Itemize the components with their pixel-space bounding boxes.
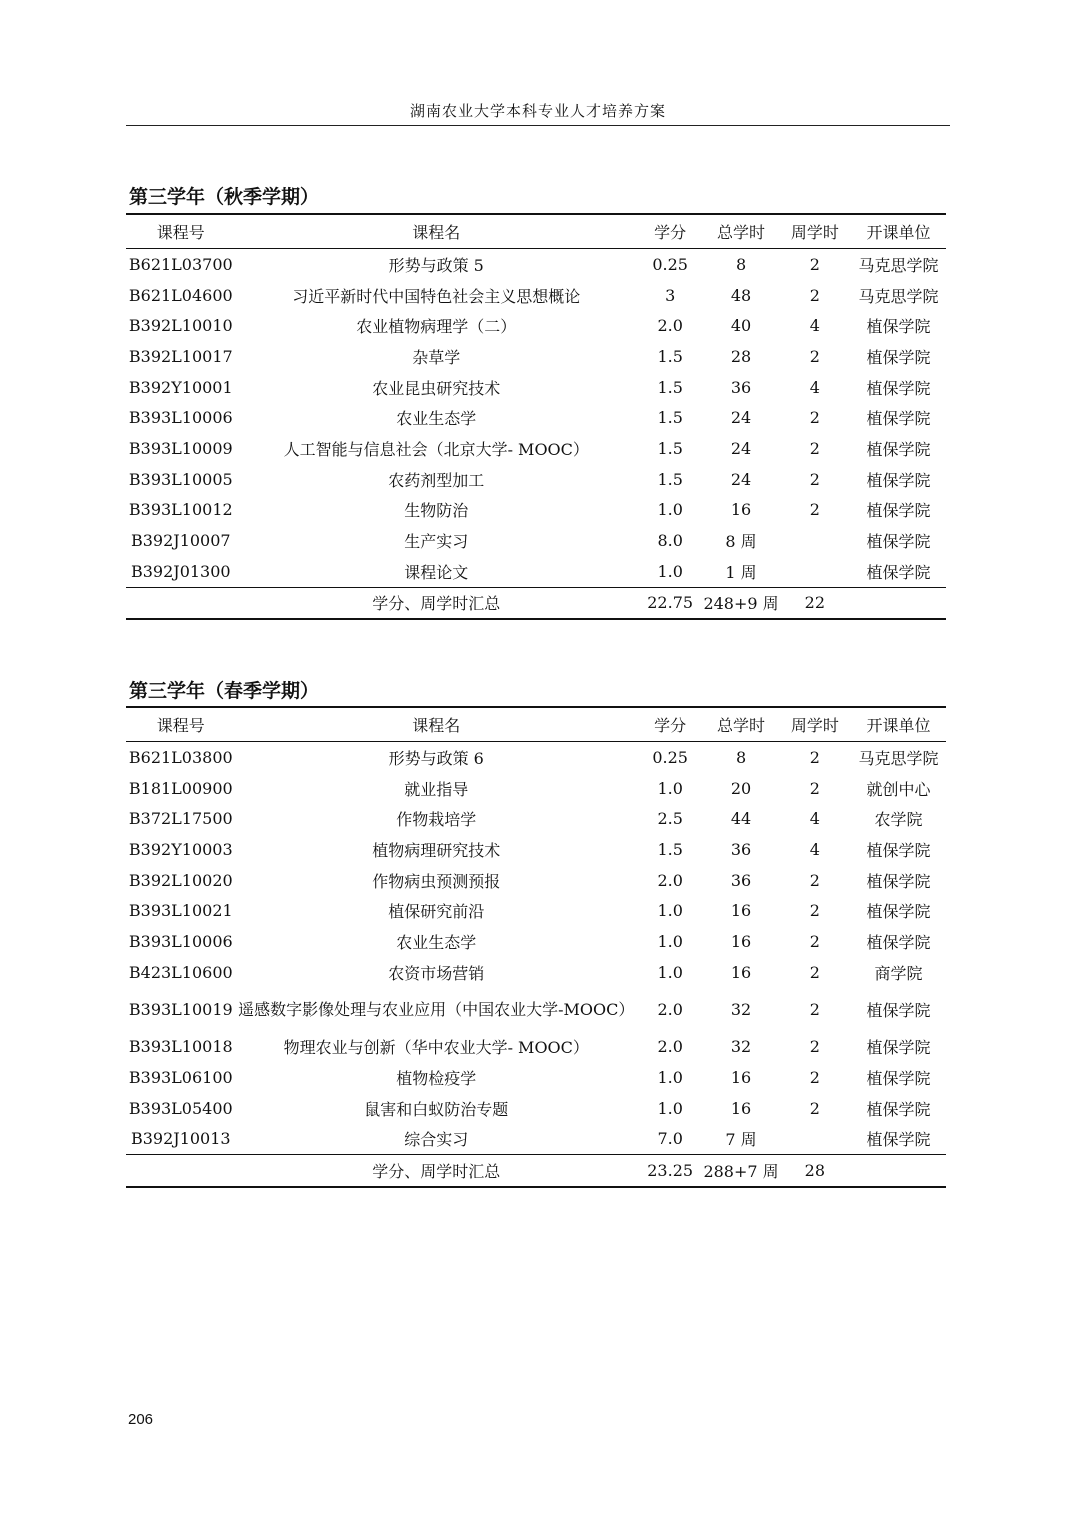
total-empty-cell — [851, 587, 946, 619]
unit-cell: 植保学院 — [866, 902, 931, 922]
course-name-cell: 农药剂型加工 — [388, 470, 485, 490]
weekly-hours-cell: 2 — [809, 1037, 820, 1057]
total-spacer-cell — [126, 1155, 236, 1187]
course-name-cell: 物理农业与创新（华中农业大学- MOOC） — [283, 1038, 589, 1058]
credit-cell: 2.0 — [657, 870, 683, 890]
total-hours-cell: 48 — [730, 285, 752, 305]
credit-cell: 1.0 — [657, 901, 683, 921]
page-number: 206 — [128, 1411, 154, 1428]
table-row — [126, 249, 946, 280]
unit-cell: 马克思学院 — [858, 255, 939, 275]
credit-cell: 1.5 — [657, 346, 683, 366]
credit-cell: 1.0 — [657, 500, 683, 520]
weekly-hours-cell: 2 — [809, 285, 820, 305]
weekly-hours-cell — [779, 556, 851, 587]
credit-cell: 1.5 — [657, 438, 683, 458]
table-row — [126, 865, 946, 896]
total-hours-cell: 20 — [730, 778, 752, 798]
section-title-autumn: 第三学年（秋季学期） — [129, 186, 320, 208]
total-hours-cell: 24 — [730, 408, 752, 428]
weekly-hours-cell: 2 — [809, 962, 820, 982]
table-row — [126, 310, 946, 341]
unit-cell: 植保学院 — [866, 1099, 931, 1119]
col-header-name: 课程名 — [412, 223, 461, 242]
course-code-cell: B393L06100 — [128, 1068, 233, 1088]
table-row — [126, 556, 946, 587]
course-code-cell: B392Y10003 — [128, 839, 233, 859]
total-label-cell: 学分、周学时汇总 — [372, 1162, 501, 1182]
course-name-cell: 农业昆虫研究技术 — [372, 378, 501, 398]
table-body — [126, 249, 946, 620]
total-credit-cell: 22.75 — [647, 593, 694, 613]
table-row — [126, 1093, 946, 1124]
table-row — [126, 1032, 946, 1063]
course-code-cell: B423L10600 — [128, 962, 233, 982]
total-row — [126, 587, 946, 619]
credit-cell: 1.0 — [657, 1098, 683, 1118]
unit-cell: 马克思学院 — [858, 748, 939, 768]
total-empty-cell — [851, 1155, 946, 1187]
col-header-name: 课程名 — [412, 716, 461, 735]
page-header-title: 湖南农业大学本科专业人才培养方案 — [409, 102, 666, 120]
total-hours-cell: 36 — [730, 870, 752, 890]
table-header-row — [126, 707, 946, 742]
unit-cell: 商学院 — [874, 963, 923, 983]
credit-cell: 0.25 — [652, 747, 688, 767]
course-code-cell: B393L10018 — [128, 1037, 233, 1057]
course-name-cell: 农业生态学 — [396, 409, 477, 429]
total-hours-cell: 288+7 周 — [703, 1162, 779, 1182]
course-name-cell: 杂草学 — [412, 347, 461, 367]
total-spacer-cell — [126, 587, 236, 619]
col-header-credit: 学分 — [654, 223, 687, 242]
table-body — [126, 742, 946, 1187]
total-hours-cell: 40 — [730, 316, 752, 336]
course-code-cell: B393L10012 — [128, 500, 233, 520]
total-credit-cell: 23.25 — [647, 1161, 694, 1181]
weekly-hours-cell: 4 — [809, 839, 820, 859]
course-code-cell: B392L10017 — [128, 346, 233, 366]
course-name-cell: 作物病虫预测预报 — [372, 871, 501, 891]
weekly-hours-cell: 2 — [809, 1098, 820, 1118]
total-weekly-cell: 28 — [804, 1161, 826, 1181]
course-code-cell: B392J10007 — [130, 531, 231, 551]
total-hours-cell: 32 — [730, 1000, 752, 1019]
weekly-hours-cell: 2 — [809, 931, 820, 951]
course-name-cell: 遥感数字影像处理与农业应用（中国农业大学-MOOC） — [238, 1000, 635, 1019]
unit-cell: 植保学院 — [866, 470, 931, 490]
total-hours-cell: 32 — [730, 1037, 752, 1057]
course-code-cell: B393L10006 — [128, 408, 233, 428]
credit-cell: 2.0 — [657, 1000, 683, 1019]
table-row — [126, 1124, 946, 1155]
weekly-hours-cell: 4 — [809, 316, 820, 336]
table-row — [126, 372, 946, 403]
header-divider — [126, 125, 950, 126]
course-code-cell: B392J01300 — [130, 561, 231, 581]
table-row — [126, 926, 946, 957]
total-hours-cell: 16 — [730, 962, 752, 982]
course-name-cell: 就业指导 — [404, 779, 469, 799]
unit-cell: 植保学院 — [866, 1001, 931, 1020]
unit-cell: 植保学院 — [866, 378, 931, 398]
unit-cell: 植保学院 — [866, 1069, 931, 1089]
unit-cell: 植保学院 — [866, 532, 931, 552]
credit-cell: 1.5 — [657, 408, 683, 428]
weekly-hours-cell: 2 — [809, 778, 820, 798]
col-header-code: 课程号 — [156, 223, 205, 242]
course-code-cell: B621L04600 — [128, 285, 233, 305]
course-name-cell: 课程论文 — [404, 562, 469, 582]
table-header-row — [126, 214, 946, 249]
unit-cell: 植保学院 — [866, 932, 931, 952]
course-code-cell: B392Y10001 — [128, 377, 233, 397]
table-row — [126, 464, 946, 495]
course-name-cell: 人工智能与信息社会（北京大学- MOOC） — [283, 439, 589, 459]
course-code-cell: B393L05400 — [128, 1098, 233, 1118]
total-weekly-cell: 22 — [804, 593, 826, 613]
credit-cell: 3 — [665, 285, 676, 305]
unit-cell: 植保学院 — [866, 317, 931, 337]
weekly-hours-cell: 2 — [809, 408, 820, 428]
table-row — [126, 280, 946, 311]
weekly-hours-cell: 2 — [809, 1000, 820, 1019]
course-table-spring — [126, 706, 946, 1188]
total-hours-cell: 16 — [730, 1068, 752, 1088]
total-hours-cell: 16 — [730, 931, 752, 951]
weekly-hours-cell: 2 — [809, 1068, 820, 1088]
table-row — [126, 433, 946, 464]
weekly-hours-cell: 2 — [809, 901, 820, 921]
table-row — [126, 803, 946, 834]
col-header-total-hours: 总学时 — [717, 223, 766, 242]
table-row — [126, 895, 946, 926]
course-name-cell: 植物检疫学 — [396, 1069, 477, 1089]
table-row — [126, 957, 946, 988]
course-code-cell: B372L17500 — [128, 809, 233, 829]
weekly-hours-cell: 2 — [809, 870, 820, 890]
course-code-cell: B393L10005 — [128, 469, 233, 489]
credit-cell: 2.0 — [657, 1037, 683, 1057]
total-hours-cell: 24 — [730, 438, 752, 458]
unit-cell: 植保学院 — [866, 1130, 931, 1150]
course-name-cell: 形势与政策 6 — [388, 748, 484, 768]
weekly-hours-cell: 2 — [809, 500, 820, 520]
unit-cell: 植保学院 — [866, 840, 931, 860]
total-hours-cell: 8 — [735, 747, 747, 767]
credit-cell: 2.0 — [657, 316, 683, 336]
weekly-hours-cell: 2 — [809, 346, 820, 366]
course-code-cell: B181L00900 — [128, 778, 233, 798]
course-code-cell: B393L10019 — [128, 1000, 233, 1019]
course-name-cell: 生物防治 — [404, 501, 469, 521]
weekly-hours-cell: 4 — [809, 809, 820, 829]
total-hours-cell: 24 — [730, 469, 752, 489]
total-hours-cell: 28 — [730, 346, 752, 366]
table-row — [126, 1062, 946, 1093]
course-name-cell: 习近平新时代中国特色社会主义思想概论 — [292, 286, 581, 306]
unit-cell: 植保学院 — [866, 871, 931, 891]
credit-cell: 1.0 — [657, 778, 683, 798]
weekly-hours-cell: 2 — [809, 438, 820, 458]
unit-cell: 植保学院 — [866, 562, 931, 582]
col-header-unit: 开课单位 — [866, 716, 931, 735]
course-code-cell: B393L10006 — [128, 931, 233, 951]
unit-cell: 植保学院 — [866, 409, 931, 429]
course-code-cell: B621L03800 — [128, 747, 233, 767]
total-hours-cell: 44 — [730, 809, 752, 829]
credit-cell: 1.0 — [657, 931, 683, 951]
unit-cell: 马克思学院 — [858, 286, 939, 306]
course-table-autumn — [126, 213, 946, 620]
table-row — [126, 834, 946, 865]
col-header-weekly-hours: 周学时 — [790, 716, 839, 735]
course-name-cell: 植保研究前沿 — [388, 902, 485, 922]
course-name-cell: 形势与政策 5 — [388, 255, 484, 275]
credit-cell: 1.0 — [657, 561, 683, 581]
weekly-hours-cell: 4 — [809, 377, 820, 397]
unit-cell: 农学院 — [874, 810, 923, 830]
credit-cell: 1.0 — [657, 1068, 683, 1088]
table-row — [126, 525, 946, 556]
col-header-unit: 开课单位 — [866, 223, 931, 242]
credit-cell: 1.5 — [657, 469, 683, 489]
course-name-cell: 生产实习 — [404, 532, 469, 552]
table-row — [126, 495, 946, 526]
total-hours-cell: 8 周 — [725, 532, 757, 552]
course-code-cell: B392J10013 — [130, 1129, 231, 1149]
total-hours-cell: 7 周 — [725, 1130, 757, 1150]
unit-cell: 植保学院 — [866, 439, 931, 459]
unit-cell: 就创中心 — [866, 779, 931, 799]
total-hours-cell: 36 — [730, 839, 752, 859]
total-hours-cell: 36 — [730, 377, 752, 397]
col-header-code: 课程号 — [156, 716, 205, 735]
total-hours-cell: 16 — [730, 901, 752, 921]
course-code-cell: B393L10021 — [128, 901, 233, 921]
weekly-hours-cell: 2 — [809, 254, 820, 274]
weekly-hours-cell — [779, 1124, 851, 1155]
table-row — [126, 402, 946, 433]
course-name-cell: 鼠害和白蚁防治专题 — [364, 1099, 509, 1119]
col-header-weekly-hours: 周学时 — [790, 223, 839, 242]
weekly-hours-cell: 2 — [809, 469, 820, 489]
unit-cell: 植保学院 — [866, 347, 931, 367]
credit-cell: 2.5 — [657, 809, 683, 829]
total-hours-cell: 248+9 周 — [703, 594, 779, 614]
credit-cell: 1.5 — [657, 377, 683, 397]
col-header-credit: 学分 — [654, 716, 687, 735]
credit-cell: 8.0 — [657, 531, 683, 551]
credit-cell: 1.5 — [657, 839, 683, 859]
course-code-cell: B393L10009 — [128, 438, 233, 458]
course-name-cell: 农资市场营销 — [388, 963, 485, 983]
credit-cell: 7.0 — [657, 1129, 683, 1149]
course-name-cell: 植物病理研究技术 — [372, 840, 501, 860]
total-hours-cell: 1 周 — [725, 562, 757, 582]
unit-cell: 植保学院 — [866, 501, 931, 521]
weekly-hours-cell: 2 — [809, 747, 820, 767]
course-name-cell: 综合实习 — [404, 1130, 469, 1150]
credit-cell: 1.0 — [657, 962, 683, 982]
total-hours-cell: 8 — [735, 254, 747, 274]
course-name-cell: 农业生态学 — [396, 932, 477, 952]
section-title-spring: 第三学年（春季学期） — [129, 680, 320, 702]
table-row — [126, 341, 946, 372]
total-hours-cell: 16 — [730, 500, 752, 520]
course-code-cell: B392L10020 — [128, 870, 233, 890]
table-row — [126, 773, 946, 804]
credit-cell: 0.25 — [652, 254, 688, 274]
table-row — [126, 988, 946, 1032]
weekly-hours-cell — [779, 525, 851, 556]
course-code-cell: B621L03700 — [128, 254, 233, 274]
course-code-cell: B392L10010 — [128, 316, 233, 336]
total-row — [126, 1155, 946, 1187]
table-row — [126, 742, 946, 773]
course-name-cell: 作物栽培学 — [396, 810, 477, 830]
course-name-cell: 农业植物病理学（二） — [356, 317, 517, 337]
total-hours-cell: 16 — [730, 1098, 752, 1118]
unit-cell: 植保学院 — [866, 1038, 931, 1058]
total-label-cell: 学分、周学时汇总 — [372, 594, 501, 614]
col-header-total-hours: 总学时 — [717, 716, 766, 735]
